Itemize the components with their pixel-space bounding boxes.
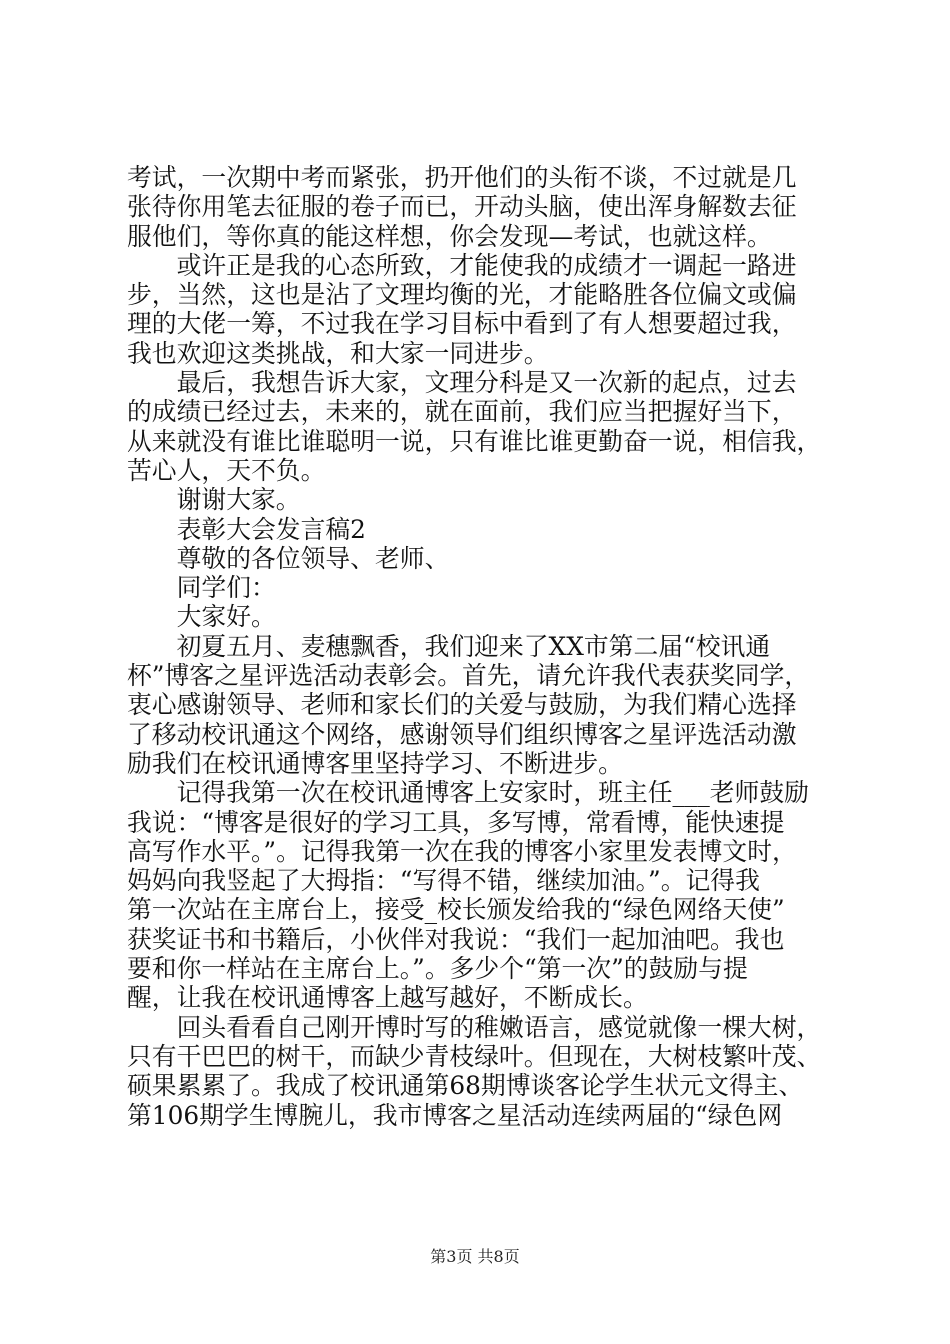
paragraph: 大家好。 (176, 602, 276, 632)
section-heading: 表彰大会发言稿2 (176, 514, 366, 544)
paragraph: 谢谢大家。 (176, 485, 301, 515)
paragraph: 最后，我想告诉大家，文理分科是又一次新的起点，过去 的成绩已经过去，未来的，就在面前，我们应当把握好当下， 从来就没有谁比谁聪明一说，只有谁比谁更勤奋一说，相信我， 苦心人，天不负。 (127, 368, 822, 485)
paragraph: 回头看看自己刚开博时写的稚嫩语言，感觉就像一棵大树， 只有干巴巴的树干，而缺少青枝绿叶。但现在，大树枝繁叶茂、 硕果累累了。我成了校讯通第68期博谈客论学生状元文得主、 第106期学生博腕儿，我市博客之星活动连续两届的“绿色网 (127, 1012, 822, 1130)
paragraph: 初夏五月、麦穗飘香，我们迎来了XX市第二届“校讯通 杯”博客之星评选活动表彰会。首先，请允许我代表获奖同学， 衷心感谢领导、老师和家长们的关爱与鼓励，为我们精心选择 了移动校讯通这个网络，感谢领导们组织博客之星评选活动激 励我们在校讯通博客里坚持学习、不断进步。 (127, 631, 810, 778)
paragraph: 同学们： (176, 573, 276, 603)
document-body (127, 163, 835, 1130)
paragraph: 记得我第一次在校讯通博客上安家时，班主任___老师鼓励 我说：“博客是很好的学习工具，多写博，常看博，能快速提 高写作水平。”。记得我第一次在我的博客小家里发表博文时， 妈妈向我竖起了大拇指：“写得不错，继续加油。”。记得我 第一次站在主席台上，接受_校长颁发给我的“绿色网络天使” 获奖证书和书籍后，小伙伴对我说：“我们一起加油吧。我也 要和你一样站在主席台上。”。多少个“第一次”的鼓励与提 醒，让我在校讯通博客上越写越好，不断成长。 (127, 778, 809, 1013)
paragraph: 考试，一次期中考而紧张，扔开他们的头衔不谈，不过就是几 张待你用笔去征服的卷子而已，开动头脑，使出浑身解数去征 服他们，等你真的能这样想，你会发现—考试，也就这样。 (127, 163, 797, 251)
paragraph: 尊敬的各位领导、老师、 (176, 543, 450, 573)
paragraph: 或许正是我的心态所致，才能使我的成绩才一调起一路进 步，当然，这也是沾了文理均衡的光，才能略胜各位偏文或偏 理的大佬一筹，不过我在学习目标中看到了有人想要超过我， 我也欢迎这类挑战，和大家一同进步。 (127, 250, 797, 368)
page-footer: 第3页 共8页 (430, 1247, 520, 1266)
